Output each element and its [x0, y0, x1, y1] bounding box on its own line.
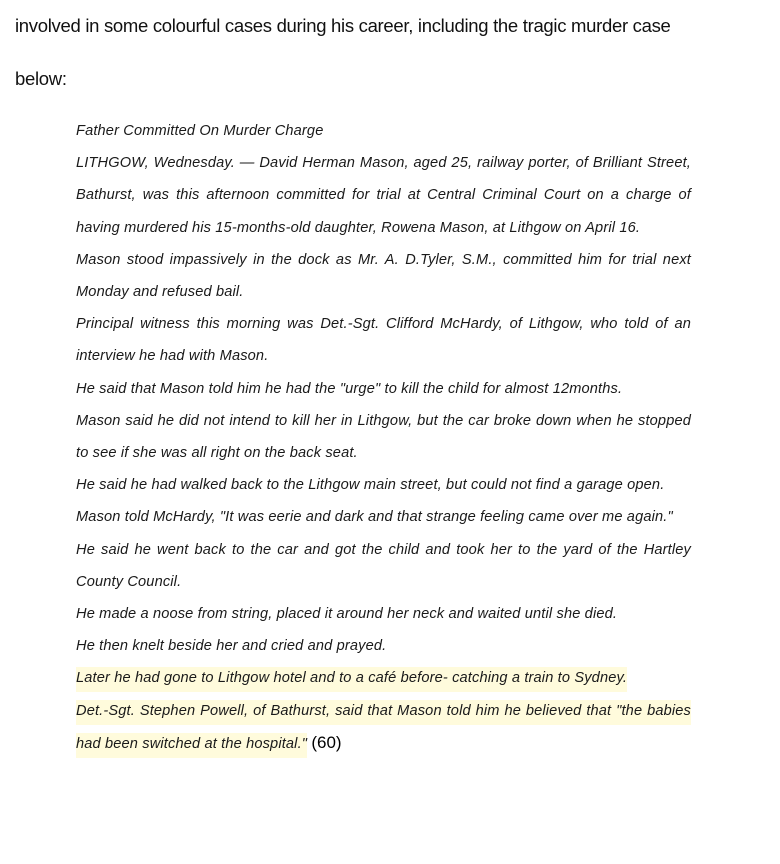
highlighted-paragraph-2 — [76, 695, 691, 760]
quote-paragraph-4: He said that Mason told him he had the "urge" to kill the child for almost 12months. — [76, 380, 623, 397]
intro-line-1: involved in some colourful cases during his career, including the tragic murder case — [15, 15, 671, 36]
quote-paragraph-8: He said he went back to the car and got the child and took her to the yard of the Hartley County Council. — [76, 541, 691, 590]
highlighted-text: Later he had gone to Lithgow hotel and to a café before- catching a train to Sydney. — [76, 667, 627, 692]
highlighted-text: Det.-Sgt. Stephen Powell, of Bathurst, said that Mason told him he believed that "the babies had been switched at the hospital." — [76, 700, 691, 758]
quote-paragraph-9: He made a noose from string, placed it around her neck and waited until she died. — [76, 606, 618, 623]
quote-paragraph-10: He then knelt beside her and cried and prayed. — [76, 638, 387, 655]
quote-paragraph-7: Mason told McHardy, "It was eerie and dark and that strange feeling came over me again." — [76, 509, 673, 526]
quote-paragraph-1: LITHGOW, Wednesday. — David Herman Mason, aged 25, railway porter, of Brilliant Street, Bathurst, was this afternoon committed for trial at Central Criminal Court on a charge of having murdered his 15-months-old daughter, Rowena Mason, at Lithgow on April 16. — [76, 155, 691, 236]
quote-headline: Father Committed On Murder Charge — [76, 123, 324, 139]
quote-paragraph-2: Mason stood impassively in the dock as Mr. A. D.Tyler, S.M., committed him for trial next Monday and refused bail. — [76, 251, 691, 301]
quote-paragraph-3: Principal witness this morning was Det.-Sgt. Clifford McHardy, of Lithgow, who told of an interview he had with Mason. — [76, 316, 691, 365]
citation-reference: (60) — [311, 732, 342, 752]
newspaper-quote-block — [76, 115, 691, 760]
intro-paragraph — [15, 8, 775, 96]
quote-paragraph-6: He said he had walked back to the Lithgow main street, but could not find a garage open. — [76, 477, 665, 494]
quote-paragraph-5: Mason said he did not intend to kill her in Lithgow, but the car broke down when he stopped to see if she was all right on the back seat. — [76, 412, 691, 462]
intro-line-2: below: — [15, 68, 67, 89]
highlighted-paragraph-1 — [76, 662, 691, 694]
